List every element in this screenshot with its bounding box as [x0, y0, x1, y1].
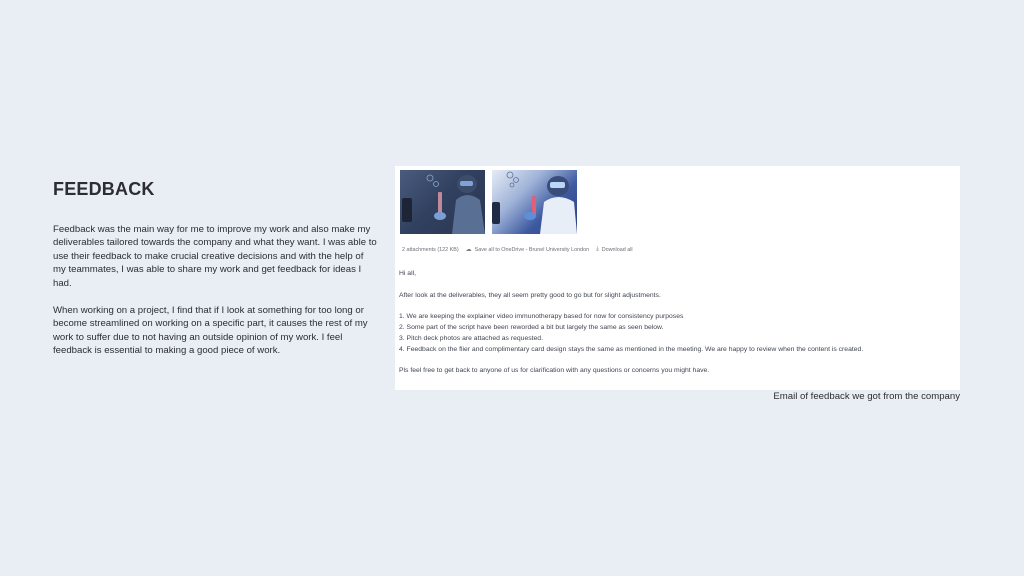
email-item-4: 4. Feedback on the flier and complimentary card design stays the same as mentioned in the meeting. We are happy to review when the content is created.: [399, 346, 864, 353]
attachment-thumbnail-1[interactable]: [400, 170, 485, 234]
slide-title: FEEDBACK: [53, 179, 155, 199]
email-closing: Pls feel free to get back to anyone of us for clarification with any questions or concerns you might have.: [399, 367, 710, 374]
email-item-2: 2. Some part of the script have been reworded a bit but largely the same as seen below.: [399, 324, 664, 331]
feedback-paragraph-1: Feedback was the main way for me to improve my work and also make my deliverables tailored towards the company and what they want. I was able to use their feedback to make crucial creative decisions and with the help of my teammates, I was able to share my work and get feedback for ideas I had.: [53, 224, 377, 289]
email-caption: Email of feedback we got from the company: [773, 391, 960, 402]
email-intro: After look at the deliverables, they all seem pretty good to go but for slight adjustments.: [399, 292, 661, 299]
email-item-1: 1. We are keeping the explainer video immunotherapy based for now for consistency purposes: [399, 313, 684, 320]
email-greeting: Hi all,: [399, 270, 416, 277]
download-icon: ⤓: [596, 246, 599, 252]
email-item-3: 3. Pitch deck photos are attached as requested.: [399, 335, 543, 342]
lab-photo-1: [400, 170, 485, 234]
save-to-onedrive-link[interactable]: Save all to OneDrive - Brunel University London: [474, 246, 590, 253]
cloud-icon: ☁: [465, 247, 472, 253]
lab-photo-2: [492, 170, 577, 234]
attachments-count: 2 attachments (122 KB): [402, 246, 459, 253]
feedback-paragraph-2: When working on a project, I find that if I look at something for too long or become streamlined on working on a specific part, it causes the rest of my work to suffer due to not having an outside opinion of my work. I feel feedback is essential to making a good piece of work.: [53, 305, 368, 357]
email-screenshot: [395, 166, 960, 390]
attachment-thumbnail-2[interactable]: [492, 170, 577, 234]
download-all-link[interactable]: Download all: [601, 246, 633, 253]
attachment-bar: [402, 246, 633, 253]
